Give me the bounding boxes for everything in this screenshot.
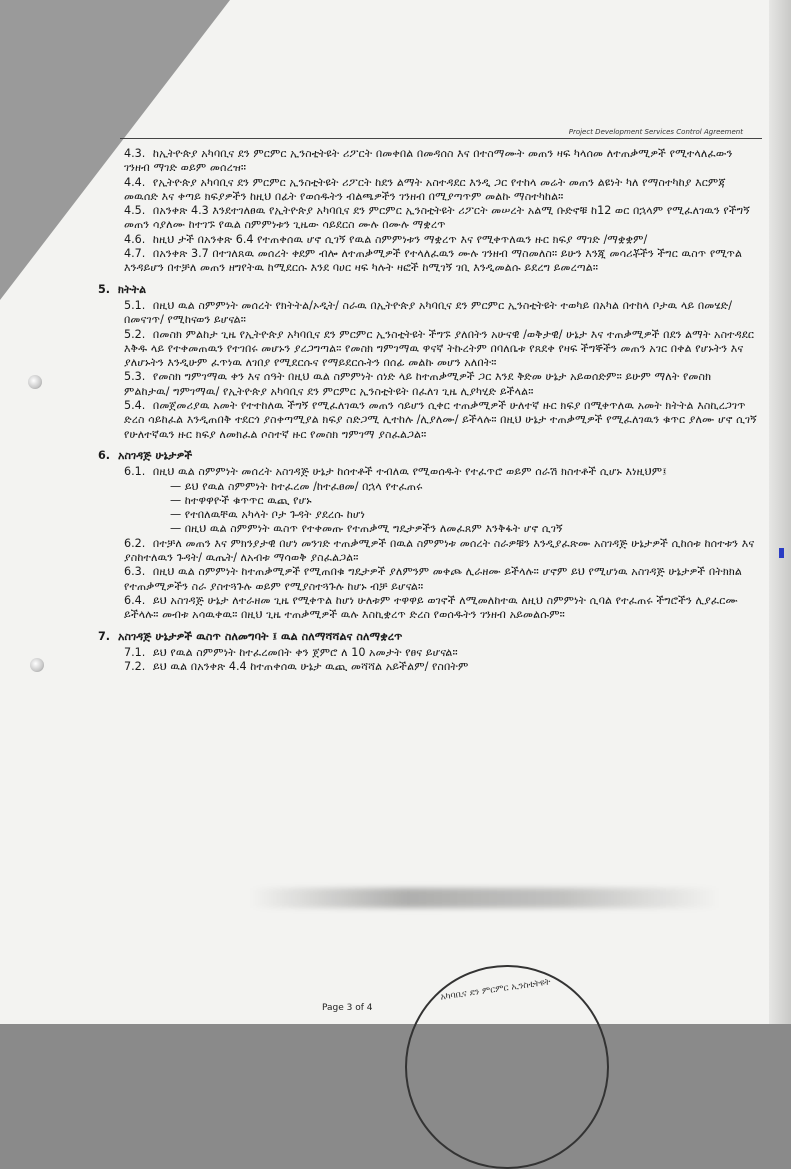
clause-text: በአንቀጽ 3.7 በተገለጸዉ መሰረት ቀደም ብሎ ለተጠቃሚዎች የተላለፈዉን ሙሉ ገንዘብ ማስመለስ። ይሁን እንጂ መሳሪቾችን ችግር ዉስጥ የሚጥል እንዳይሆን በተቻለ መጠን ዘግየትዉ ከሚደርሱ እንደ ባሀር ዛፍ ካሉት ዛፎች ከሚገኝ ገቢ እንዲመልሱ ይደረግ ይመረጣል። xyxy=(124,247,743,275)
clause-5-2 xyxy=(124,328,760,371)
clause-4-7 xyxy=(124,247,760,276)
clause-4-6 xyxy=(124,233,760,247)
clause-number: 7.1. xyxy=(124,645,146,659)
section-heading-6 xyxy=(98,449,760,463)
section-title: ክትትል xyxy=(117,282,147,296)
section-heading-5 xyxy=(98,283,760,297)
page-number: Page 3 of 4 xyxy=(322,1003,373,1013)
clause-number: 4.7. xyxy=(124,247,146,261)
clause-7-1 xyxy=(124,646,760,660)
header-rule xyxy=(120,138,762,139)
clause-text: ይህ የዉል ስምምነት ከተፈረመበት ቀን ጀምሮ ለ 10 አመታት የፀና ይሆናል። xyxy=(152,645,458,659)
clause-number: 7.2. xyxy=(124,660,146,674)
clause-number: 4.4. xyxy=(124,175,146,189)
section-title: አስገዳጅ ሁኔታዎች ዉስጥ ስለመግባት ፤ ዉል ስለማሻሻልና ስለማቋረጥ xyxy=(117,629,403,643)
stamp-text: አካባቢና ደን ምርምር ኢንስቲትዩት xyxy=(439,977,552,1003)
clause-text: የኢትዮጵያ አካባቢና ደን ምርምር ኢንስቲትዩት ሪፖርት ከደን ልማት አስተዳደር እንዲ ጋር የተከላ መሬት መጠን ልዩነት ካለ የማስተካከያ እርምጃ መዉሰድ እና ቀጣይ ክፍያዎችን ከዚህ በፊት የወሰዱትን ብልጫዎችን ገንዘብ በሚያጣጥም መልኩ ማስተካከል። xyxy=(124,175,726,203)
clause-text: በመጀመሪያዉ አመት የተተከለዉ ችግኝ የሚፈለገዉን መጠን ሳይሆን ሲቀር ተጠቃሚዎች ሁለተኛ ዙር ክፍያ በሚቀጥለዉ አመት ክትትል እስኪረጋገጥ ድረስ ሳይከፈል እንዲጠበቅ ተደርጎ ያስቀጣሚያል ክፍያ ስድጋሚ ሊተከሉ /ሊያለሙ/ ይችላሉ። በዚህ ሁኔታ ተጠቃሚዎች የሚፈለገዉን ቁጥር ያለሙ ሆኖ ሲገኝ የሁለተኛዉን ዙር ክፍያ ለመክፈል ሶስተኛ ዙር የመስክ ግምገማ ያስፈልጋል። xyxy=(124,399,757,441)
clause-text: በዚህ ዉል ስምምነት መሰረት አስገዳጅ ሁኔታ ከሰተቶች ተብለዉ የሚወሰዱት የተፈጥሮ ወይም ሰራሽ ክስተቶች ሲሆኑ እነዚህም፤ xyxy=(152,465,667,479)
clause-text: በመስክ ምልከታ ጊዜ የኢትዮጵያ አካባቢና ደን ምርምር ኢንስቲትዩት ችግኙ ያለበትን አሁናዊ /ወቅታዊ/ ሁኔታ እና ተጠቃሚዎች በደን ልማት አስተዳደር እቅዱ ላይ የተቀመጠዉን የተገበሩ መሆኑን ያረጋግጣል። የመስክ ግምገማዉ ዋናኛ ትኩረትም በባለቤቱ የጸደቀ የዛፍ ችግኞችን መጠን አገር በቀል የሆኑትን እና ያለሆኑትን እንዲሁም ፈጥነዉ ለገበያ የሚደርሱና የማይደርሱትን በሰፊ መልኩ መሆን አለበት። xyxy=(124,327,755,370)
section-number: 7. xyxy=(98,629,111,643)
clause-number: 6.2. xyxy=(124,536,146,550)
clause-text: ይህ አስገዳጅ ሁኔታ ለተራዘመ ጊዜ የሚቀጥል ከሆነ ሁለቱም ተዋዋይ ወገኖች ለሚመለከተዉ ለዚህ ስምምነት ሲባል የተፈጠሩ ችግሮችን ሊያፈርሙ ይችላሉ። መብቱ አሳዉቀዉ። በዚህ ጊዜ ተጠቃሚዎች ዉሉ እስኪቋረጥ ድረስ የወሰዱትን ገንዘብ አይመልሱም። xyxy=(124,593,738,622)
clause-4-5 xyxy=(124,204,760,233)
clause-number: 5.2. xyxy=(124,327,146,341)
bullet-item: — በዚህ ዉል ስምምነት ዉስጥ የተቀመጡ የተጠቃሚ ግዴታዎችን ለመፈጸም እንቅፋት ሆኖ ሲገኝ xyxy=(170,522,563,536)
clause-4-4 xyxy=(124,176,760,205)
official-stamp xyxy=(405,965,609,1169)
bullet-item: — የተበለዉቸዉ አካላት ቦታ ጉዳት ያደረሱ ከሆነ xyxy=(170,508,365,522)
clause-number: 6.1. xyxy=(124,465,146,479)
clause-5-4 xyxy=(124,399,760,442)
section-heading-7 xyxy=(98,630,760,644)
clause-text: በአንቀጽ 4.3 እንደተገለፀዉ የኢትዮጵያ አካባቢና ደን ምርምር ኢንስቲትዩት ሪፖርት መሠረት አልሚ ቡድኖቹ ከ12 ወር በኋላም የሚፈለገዉን የችግኝ መጠን ሳያለሙ ከተገኙ የዉል ስምምነቱን ጊዜው ሳይደርስ ሙሉ በሙሉ ማቋረጥ xyxy=(124,204,750,232)
clause-text: በዚህ ዉል ስምምነት መሰረት የክትትል/ኦዲት/ ስራዉ በኢትዮጵያ አካባቢና ደን ምርምር ኢንስቲትዩት ተወካይ በአካል በተከላ ቦታዉ ላይ በመሄድ/በመናገጥ/ የሚከናወን ይሆናል። xyxy=(124,298,732,327)
clause-6-4 xyxy=(124,594,760,623)
clause-number: 6.4. xyxy=(124,593,146,607)
clause-text: ይህ ዉል በአንቀጽ 4.4 ከተጠቀሰዉ ሁኔታ ዉጪ መሻሻል አይችልም/ የስበትም xyxy=(152,660,469,674)
clause-number: 4.3. xyxy=(124,147,146,160)
clause-text: ከኢትዮጵያ አካባቢና ደን ምርምር ኢንስቲትዩት ሪፖርት በመቀበል በመዳሰስ እና በተስማሙት መጠን ዛፍ ካላሰመ ለተጠቃሚዎች የሚተላለፈውን ገንዘብ ማገድ ወይም መሰረዝ። xyxy=(124,147,733,175)
blue-ink-mark xyxy=(779,548,784,558)
clause-number: 4.5. xyxy=(124,204,146,218)
page-edge-shadow xyxy=(769,0,791,1024)
section-title: አስገዳጅ ሁኔታዎች xyxy=(117,448,193,462)
clause-number: 5.3. xyxy=(124,370,146,384)
clause-number: 4.6. xyxy=(124,232,146,246)
page-header-text: Project Development Services Control Agreement xyxy=(568,128,743,136)
clause-7-2 xyxy=(124,660,760,674)
clause-text: በተቻለ መጠን እና ምክንያታዊ በሆነ መንገድ ተጠቃሚዎች በዉል ስምምነቱ መሰረት ስራዎቹን እንዲያፈጽሙ አስገዳጅ ሁኔታዎች ሲከሰቱ ከሰተቱን እና ያስከተለዉን ጉዳት/ ዉጤት/ ለአብቱ ማሳወቅ ያስፈልጋል። xyxy=(124,536,755,565)
section-number: 6. xyxy=(98,448,111,462)
clause-6-3 xyxy=(124,565,760,594)
clause-text: የመስክ ግምገማዉ ቀን እና ሰዓት በዚህ ዉል ስምምነት ሰነድ ላይ ከተጠቃሚዎች ጋር እንደ ቅድመ ሁኔታ አይወሰድም። ይሁም ማለት የመስክ ምልከታዉ/ ግምገማዉ/ የኢትዮጵያ አካባቢና ደን ምርምር ኢንስቲትዩት በፈለገ ጊዜ ሊያካሂድ ይችላል። xyxy=(124,370,712,398)
section-number: 5. xyxy=(98,282,111,296)
scan-smudge xyxy=(250,888,720,908)
clause-text: ከዚህ ታች በአንቀጽ 6.4 የተጠቀሰዉ ሆኖ ሲገኝ የዉል ስምምነቱን ማቋረጥ እና የሚቀጥለዉን ዙር ክፍያ ማገድ /ማቋቋም/ xyxy=(152,232,648,246)
clause-number: 5.4. xyxy=(124,399,146,413)
clause-number: 5.1. xyxy=(124,298,146,312)
punch-hole-bottom xyxy=(30,658,44,672)
bullet-item: — ከተዋዋዮች ቁጥጥር ዉጪ የሆኑ xyxy=(170,493,312,507)
clause-4-3 xyxy=(124,147,760,176)
clause-text: በዚህ ዉል ስምምነት ከተጠቃሚዎች የሚጠበቁ ግዴታዎች ያለምንም መቀጮ ሊራዘሙ ይችላሉ። ሆኖም ይህ የሚሆነዉ አስገዳጅ ሁኔታዎች በትክክል የተጠቃሚዎችን ስራ ያስተጓጉሉ ወይም የሚያስተጓጉሉ ከሆኑ ብቻ ይሆናል። xyxy=(124,565,743,593)
clause-5-1 xyxy=(124,299,760,328)
document-body xyxy=(70,147,760,977)
clause-5-3 xyxy=(124,370,760,399)
clause-number: 6.3. xyxy=(124,565,146,579)
punch-hole-top xyxy=(28,375,42,389)
clause-6-2 xyxy=(124,537,760,566)
clause-6-1 xyxy=(124,465,760,479)
bullet-item: — ይህ የዉል ስምምነት ከተፈረመ /ከተፈፀመ/ በኋላ የተፈጠሩ xyxy=(170,479,423,493)
